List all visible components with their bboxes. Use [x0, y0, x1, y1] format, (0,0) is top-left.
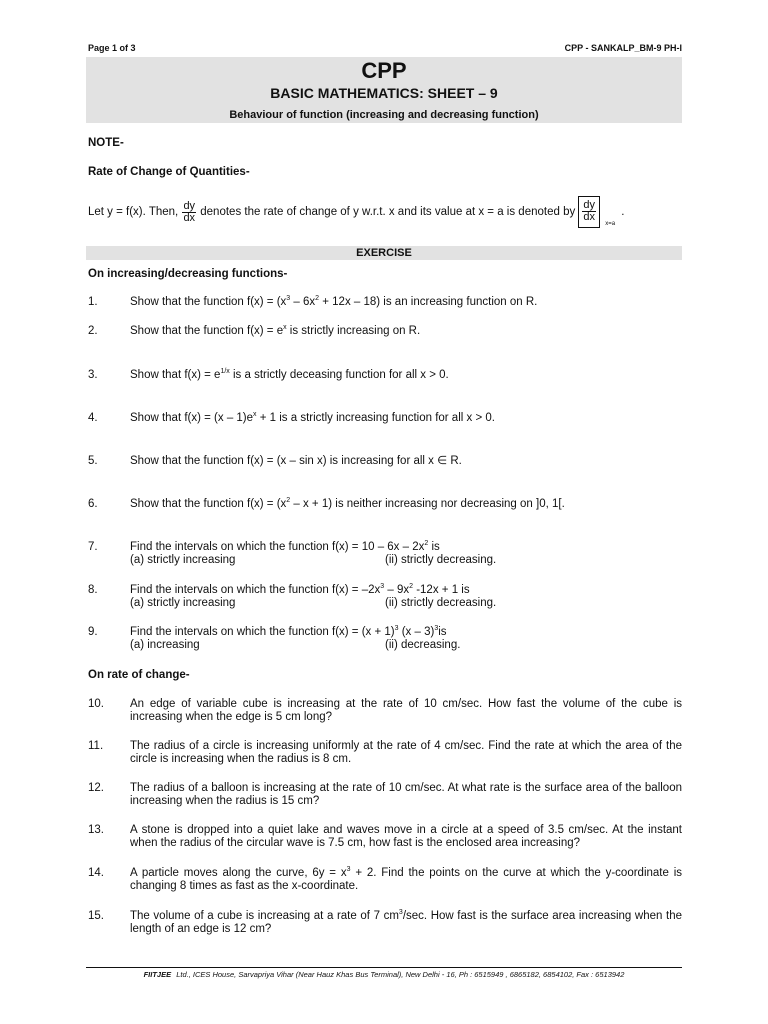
option-a: (a) strictly increasing [130, 597, 236, 609]
question-number: 10. [88, 698, 104, 710]
question-options [130, 554, 682, 567]
question-options [130, 597, 682, 610]
question-text: Find the intervals on which the function $f(x) = (x + 1)^3$ (x – 3)$^3$is [130, 625, 447, 638]
option-b: (ii) strictly decreasing. [385, 554, 497, 566]
question-text: The radius of a circle is increasing uniformly at the rate of 4 cm/sec. Find the rate at which the area of the circle is increasing when the radius is 8 cm. [130, 740, 682, 765]
question-number: 11. [88, 740, 104, 752]
question-number: 1. [88, 296, 98, 308]
sheet-title: CPP [361, 58, 407, 83]
evaluation-point: x=a [605, 221, 616, 227]
question-number: 7. [88, 541, 98, 553]
question-text: Find the intervals on which the function $f(x) = -2x^3 - 9x^2$ -12x + 1 is [130, 583, 470, 596]
question-text: Find the intervals on which the function $f(x) = 10 - 6x - 2x^2$ is [130, 540, 440, 553]
evaluated-derivative [578, 196, 616, 228]
question-number: 12. [88, 782, 104, 794]
document-code: CPP - SANKALP_BM-9 PH-I [564, 43, 682, 53]
option-b: (ii) decreasing. [385, 639, 461, 651]
note-heading: NOTE- [88, 137, 124, 149]
question-text: An edge of variable cube is increasing at the rate of 10 cm/sec. How fast the volume of the cube is increasing when the edge is 5 cm long? [130, 698, 682, 723]
option-a: (a) increasing [130, 639, 200, 651]
section-rate-of-change: On rate of change- [88, 669, 190, 681]
question-number: 14. [88, 867, 104, 879]
question-number: 9. [88, 626, 98, 638]
question-number: 4. [88, 412, 98, 424]
rate-text-end: . [621, 206, 625, 219]
question-text: Show that the function f(x) = (x – sin x) is increasing for all x ∈ R. [130, 455, 462, 467]
question-text: The radius of a balloon is increasing at the rate of 10 cm/sec. At what rate is the surface area of the balloon increasing when the radius is 15 cm? [130, 782, 682, 807]
rate-text-part2: denotes the rate of change of y w.r.t. x and its value at x = a is denoted by [200, 206, 576, 219]
bracket-denominator: dx [583, 211, 596, 223]
page-header [88, 43, 682, 55]
question-text: A particle moves along the curve, $6y = x^3 + 2$. Find the points on the curve at which the y-coordinate is changing 8 times as fast as the x-coordinate. [130, 866, 683, 892]
question-text: A stone is dropped into a quiet lake and waves move in a circle at a speed of 3.5 cm/sec. At the instant when the radius of the circular wave is 7.5 cm, how fast is the enclosed area increasing? [130, 824, 682, 849]
question-text: Show that the function $f(x) = (x^3 - 6x^2 + 12x - 18)$ is an increasing function on R. [130, 295, 538, 308]
option-a: (a) strictly increasing [130, 554, 236, 566]
question-number: 8. [88, 584, 98, 596]
bracket-numerator: dy [583, 199, 596, 211]
question-options [130, 639, 682, 652]
title-banner [86, 57, 682, 123]
footer-divider [86, 967, 682, 968]
question-body [130, 626, 682, 652]
sheet-description: Behaviour of function (increasing and decreasing function) [229, 109, 539, 121]
section-increasing-decreasing: On increasing/decreasing functions- [88, 268, 288, 280]
dy-dx-fraction [182, 201, 196, 224]
option-b: (ii) strictly decreasing. [385, 597, 497, 609]
question-body [130, 584, 682, 610]
question-text: The volume of a cube is increasing at a rate of 7 $cm^3/\sec$. How fast is the surface area increasing when the length of an edge is 12 cm? [130, 909, 682, 935]
rate-text-part1: Let y = f(x). Then, [88, 206, 179, 219]
rate-definition [88, 196, 682, 228]
question-body [130, 541, 682, 567]
question-number: 6. [88, 498, 98, 510]
fraction-numerator: dy [183, 199, 196, 212]
question-number: 3. [88, 369, 98, 381]
footer-address: Ltd., ICES House, Sarvapriya Vihar (Near Hauz Khas Bus Terminal), New Delhi - 16, Ph : 6515949 , 6865182, 6854102, Fax : 6513942 [176, 970, 625, 979]
page-footer [86, 970, 682, 979]
rate-heading: Rate of Change of Quantities- [88, 166, 250, 178]
fraction-denominator: dx [183, 211, 196, 224]
question-number: 15. [88, 910, 104, 922]
question-text: Show that $f(x) = (x - 1)e^x + 1$ is a strictly increasing function for all x > 0. [130, 411, 495, 424]
question-text: Show that $f(x) = e^{1/x}$ is a strictly deceasing function for all x > 0. [130, 368, 449, 381]
question-number: 13. [88, 824, 104, 836]
page-number: Page 1 of 3 [88, 43, 136, 53]
question-number: 2. [88, 325, 98, 337]
sheet-subtitle: BASIC MATHEMATICS: SHEET – 9 [270, 85, 498, 101]
question-text: Show that the function $f(x) = e^x$ is strictly increasing on R. [130, 324, 421, 337]
fiitjee-logo: FIITJEE [143, 970, 172, 979]
exercise-banner: EXERCISE [86, 246, 682, 260]
question-text: Show that the function $f(x) = (x^2 - x + 1)$ is neither increasing nor decreasing on ]0, 1[. [130, 497, 565, 510]
question-number: 5. [88, 455, 98, 467]
bracket-fraction [582, 200, 596, 223]
